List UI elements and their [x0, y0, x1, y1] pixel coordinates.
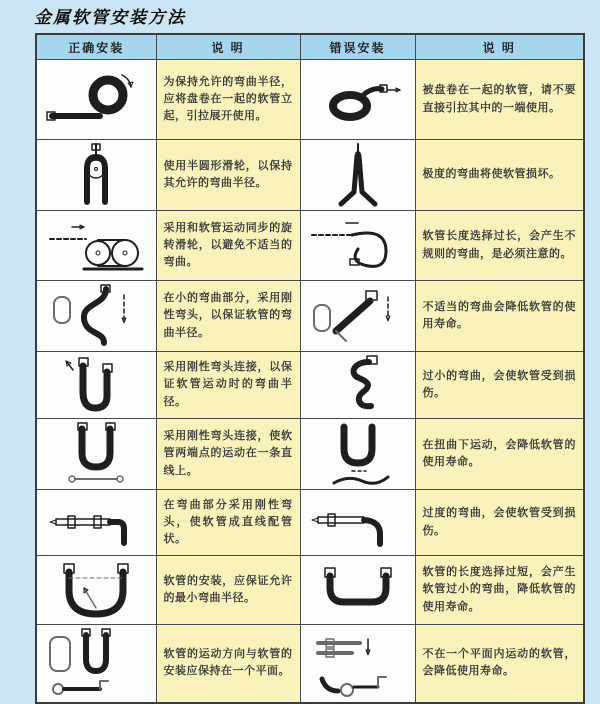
twisted-motion-icon: [308, 421, 408, 487]
correct-illustration-cell: [36, 419, 156, 490]
improper-bend-icon: [308, 283, 408, 349]
straight-pipe-elbow-icon: [42, 495, 150, 551]
table-row: [36, 140, 584, 211]
semicircular-pulley-icon: [51, 142, 141, 208]
wrong-description: 极度的弯曲将使软管损坏。: [415, 140, 584, 211]
wrong-description: 过小的弯曲，会使软管受到损伤。: [415, 352, 584, 419]
page-title: 金属软管安装方法: [34, 8, 186, 27]
header-correct-description: 说 明: [156, 34, 300, 60]
correct-illustration-cell: [36, 490, 156, 556]
same-plane-motion-icon: [42, 627, 150, 699]
header-row: [36, 34, 584, 60]
table-row: [36, 625, 584, 703]
wrong-illustration-cell: [300, 211, 415, 281]
out-of-plane-motion-icon: [304, 627, 412, 699]
short-hose-flat-u-icon: [304, 558, 412, 622]
wrong-description: 不在一个平面内运动的软管，会降低使用寿命。: [415, 625, 584, 703]
correct-description: 采用刚性弯头连接，使软管两端点的运动在一条直线上。: [156, 419, 300, 490]
correct-description: 使用半圆形滑轮，以保持其允许的弯曲半径。: [156, 140, 300, 211]
correct-illustration-cell: [36, 60, 156, 140]
inline-endpoint-motion-icon: [46, 421, 146, 487]
correct-description: 软管的运动方向与软管的安装应保持在一个平面。: [156, 625, 300, 703]
table-row: [36, 352, 584, 419]
over-bend-icon: [304, 495, 412, 551]
correct-description: 在小的弯曲部分，采用刚性弯头，以保证软管的弯曲半径。: [156, 281, 300, 352]
wrong-description: 不适当的弯曲会降低软管的使用寿命。: [415, 281, 584, 352]
correct-illustration-cell: [36, 281, 156, 352]
wrong-illustration-cell: [300, 281, 415, 352]
correct-description: 采用和软管运动同步的旋转滑轮，以避免不适当的弯曲。: [156, 211, 300, 281]
wrong-description: 软管长度选择过长，会产生不规则的弯曲，是必须注意的。: [415, 211, 584, 281]
header-wrong-description: 说 明: [415, 34, 584, 60]
correct-description: 采用刚性弯头连接，以保证软管运动时的弯曲半径。: [156, 352, 300, 419]
header-wrong-install: 错误安装: [300, 34, 415, 60]
min-bend-radius-u-icon: [42, 558, 150, 622]
table-row: [36, 211, 584, 281]
rigid-elbow-connection-icon: [51, 354, 141, 416]
hose-installation-table: [35, 33, 585, 704]
correct-illustration-cell: [36, 140, 156, 211]
correct-illustration-cell: [36, 211, 156, 281]
correct-illustration-cell: [36, 556, 156, 625]
uncoil-hose-icon: [42, 67, 150, 133]
correct-description: 在弯曲部分采用刚性弯头，使软管成直线配管状。: [156, 490, 300, 556]
correct-description: 为保持允许的弯曲半径，应将盘卷在一起的软管立起，引拉展开使用。: [156, 60, 300, 140]
wrong-illustration-cell: [300, 419, 415, 490]
wrong-description: 软管的长度选择过短，会产生软管过小的弯曲，降低软管的使用寿命。: [415, 556, 584, 625]
wrong-illustration-cell: [300, 490, 415, 556]
too-small-bend-icon: [313, 354, 403, 416]
table-row: [36, 60, 584, 140]
wrong-illustration-cell: [300, 625, 415, 703]
wrong-illustration-cell: [300, 556, 415, 625]
table-row: [36, 419, 584, 490]
wrong-illustration-cell: [300, 352, 415, 419]
rigid-elbow-small-bend-icon: [46, 283, 146, 349]
wrong-description: 在扭曲下运动，会降低软管的使用寿命。: [415, 419, 584, 490]
wrong-illustration-cell: [300, 140, 415, 211]
wrong-description: 被盘卷在一起的软管，请不要直接引拉其中的一端使用。: [415, 60, 584, 140]
table-row: [36, 490, 584, 556]
wrong-description: 过度的弯曲，会使软管受到损伤。: [415, 490, 584, 556]
synchronized-pulley-icon: [42, 215, 150, 277]
header-correct-install: 正确安装: [36, 34, 156, 60]
excess-length-loop-icon: [306, 215, 410, 277]
extreme-bend-icon: [313, 142, 403, 208]
pull-coiled-hose-icon: [308, 70, 408, 130]
correct-illustration-cell: [36, 625, 156, 703]
correct-description: 软管的安装，应保证允许的最小弯曲半径。: [156, 556, 300, 625]
wrong-illustration-cell: [300, 60, 415, 140]
table-row: [36, 281, 584, 352]
table-row: [36, 556, 584, 625]
correct-illustration-cell: [36, 352, 156, 419]
